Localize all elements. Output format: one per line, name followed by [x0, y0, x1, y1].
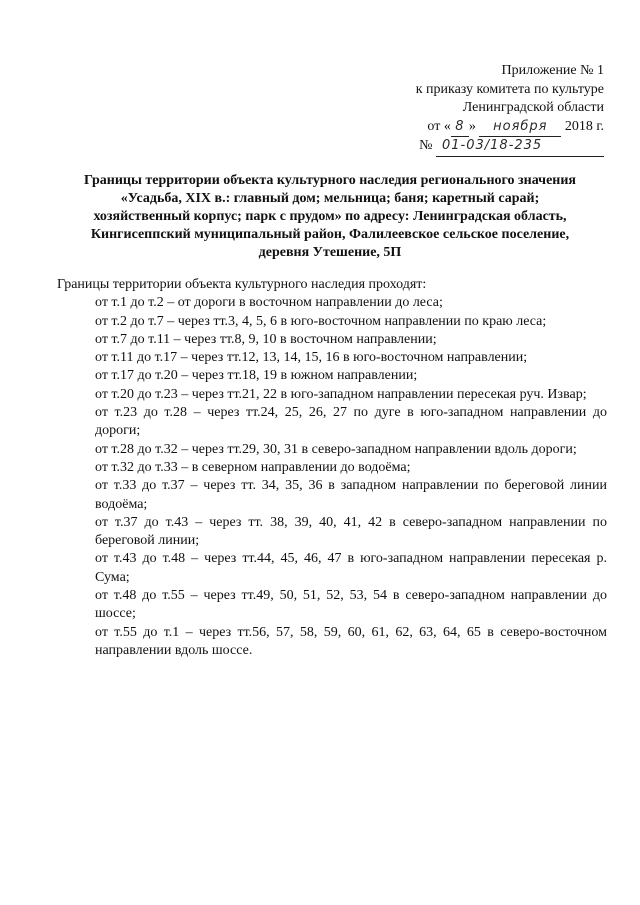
boundary-segment: от т.1 до т.2 – от дороги в восточном направлении до леса; — [95, 295, 443, 311]
boundary-segment: от т.7 до т.11 – через тт.8, 9, 10 в восточном направлении; — [95, 331, 437, 347]
boundary-segment: от т.32 до т.33 – в северном направлении до водоёма; — [95, 459, 411, 475]
intro-paragraph: Границы территории объекта культурного наследия проходят: — [57, 277, 427, 292]
boundary-segment: от т.55 до т.1 – через тт.56, 57, 58, 59, 60, 61, 62, 63, 64, 65 в северо-восточном направлении вдоль шоссе. — [95, 624, 607, 658]
boundary-segment: от т.23 до т.28 – через тт.24, 25, 26, 27 по дуге в юго-западном направлении до дороги; — [95, 405, 607, 439]
appendix-header — [304, 62, 604, 157]
handwritten-day: 8 — [451, 118, 469, 138]
handwritten-month: ноября — [479, 118, 561, 138]
boundary-segment: от т.33 до т.37 – через тт. 34, 35, 36 в западном направлении по береговой линии водоёма; — [95, 478, 607, 512]
boundary-segment: от т.2 до т.7 – через тт.3, 4, 5, 6 в юго-восточном направлении по краю леса; — [95, 313, 547, 329]
date-year: 2018 г. — [564, 118, 604, 134]
date-prefix: от « — [427, 118, 451, 134]
appendix-number: Приложение № 1 — [501, 63, 604, 78]
boundary-segment: от т.20 до т.23 – через тт.21, 22 в юго-западном направлении пересекая руч. Извар; — [95, 386, 587, 402]
boundary-segment: от т.28 до т.32 – через тт.29, 30, 31 в северо-западном направлении вдоль дороги; — [95, 441, 577, 457]
document-title — [56, 172, 604, 262]
number-sign: № — [419, 138, 433, 153]
boundary-segment: от т.37 до т.43 – через тт. 38, 39, 40, 41, 42 в северо-западном направлении по береговой линии; — [95, 514, 607, 549]
boundary-segment: от т.48 до т.55 – через тт.49, 50, 51, 52, 53, 54 в северо-западном направлении до шоссе; — [95, 588, 607, 622]
boundary-description — [57, 276, 607, 660]
order-number — [304, 137, 604, 157]
boundary-segment: от т.43 до т.48 – через тт.44, 45, 46, 47 в юго-западном направлении пересекая р. Сума; — [95, 551, 607, 585]
boundary-segment: от т.11 до т.17 – через тт.12, 13, 14, 15, 16 в юго-восточном направлении; — [95, 350, 528, 366]
title-line: Кингисеппский муниципальный район, Фалилеевское сельское поселение, — [90, 227, 570, 242]
handwritten-number: 01-03/18-235 — [436, 137, 604, 157]
date-quote-close: » — [468, 118, 476, 134]
title-line: «Усадьба, XIX в.: главный дом; мельница; баня; каретный сарай; — [120, 191, 540, 206]
title-line: Границы территории объекта культурного наследия регионального значения — [83, 173, 576, 188]
title-line: хозяйственный корпус; парк с прудом» по адресу: Ленинградская область, — [93, 209, 567, 224]
region-name: Ленинградской области — [462, 100, 604, 115]
order-date — [304, 118, 604, 138]
title-line: деревня Утешение, 5П — [258, 245, 402, 260]
order-reference: к приказу комитета по культуре — [415, 81, 604, 97]
boundary-segment: от т.17 до т.20 – через тт.18, 19 в южном направлении; — [95, 368, 418, 384]
